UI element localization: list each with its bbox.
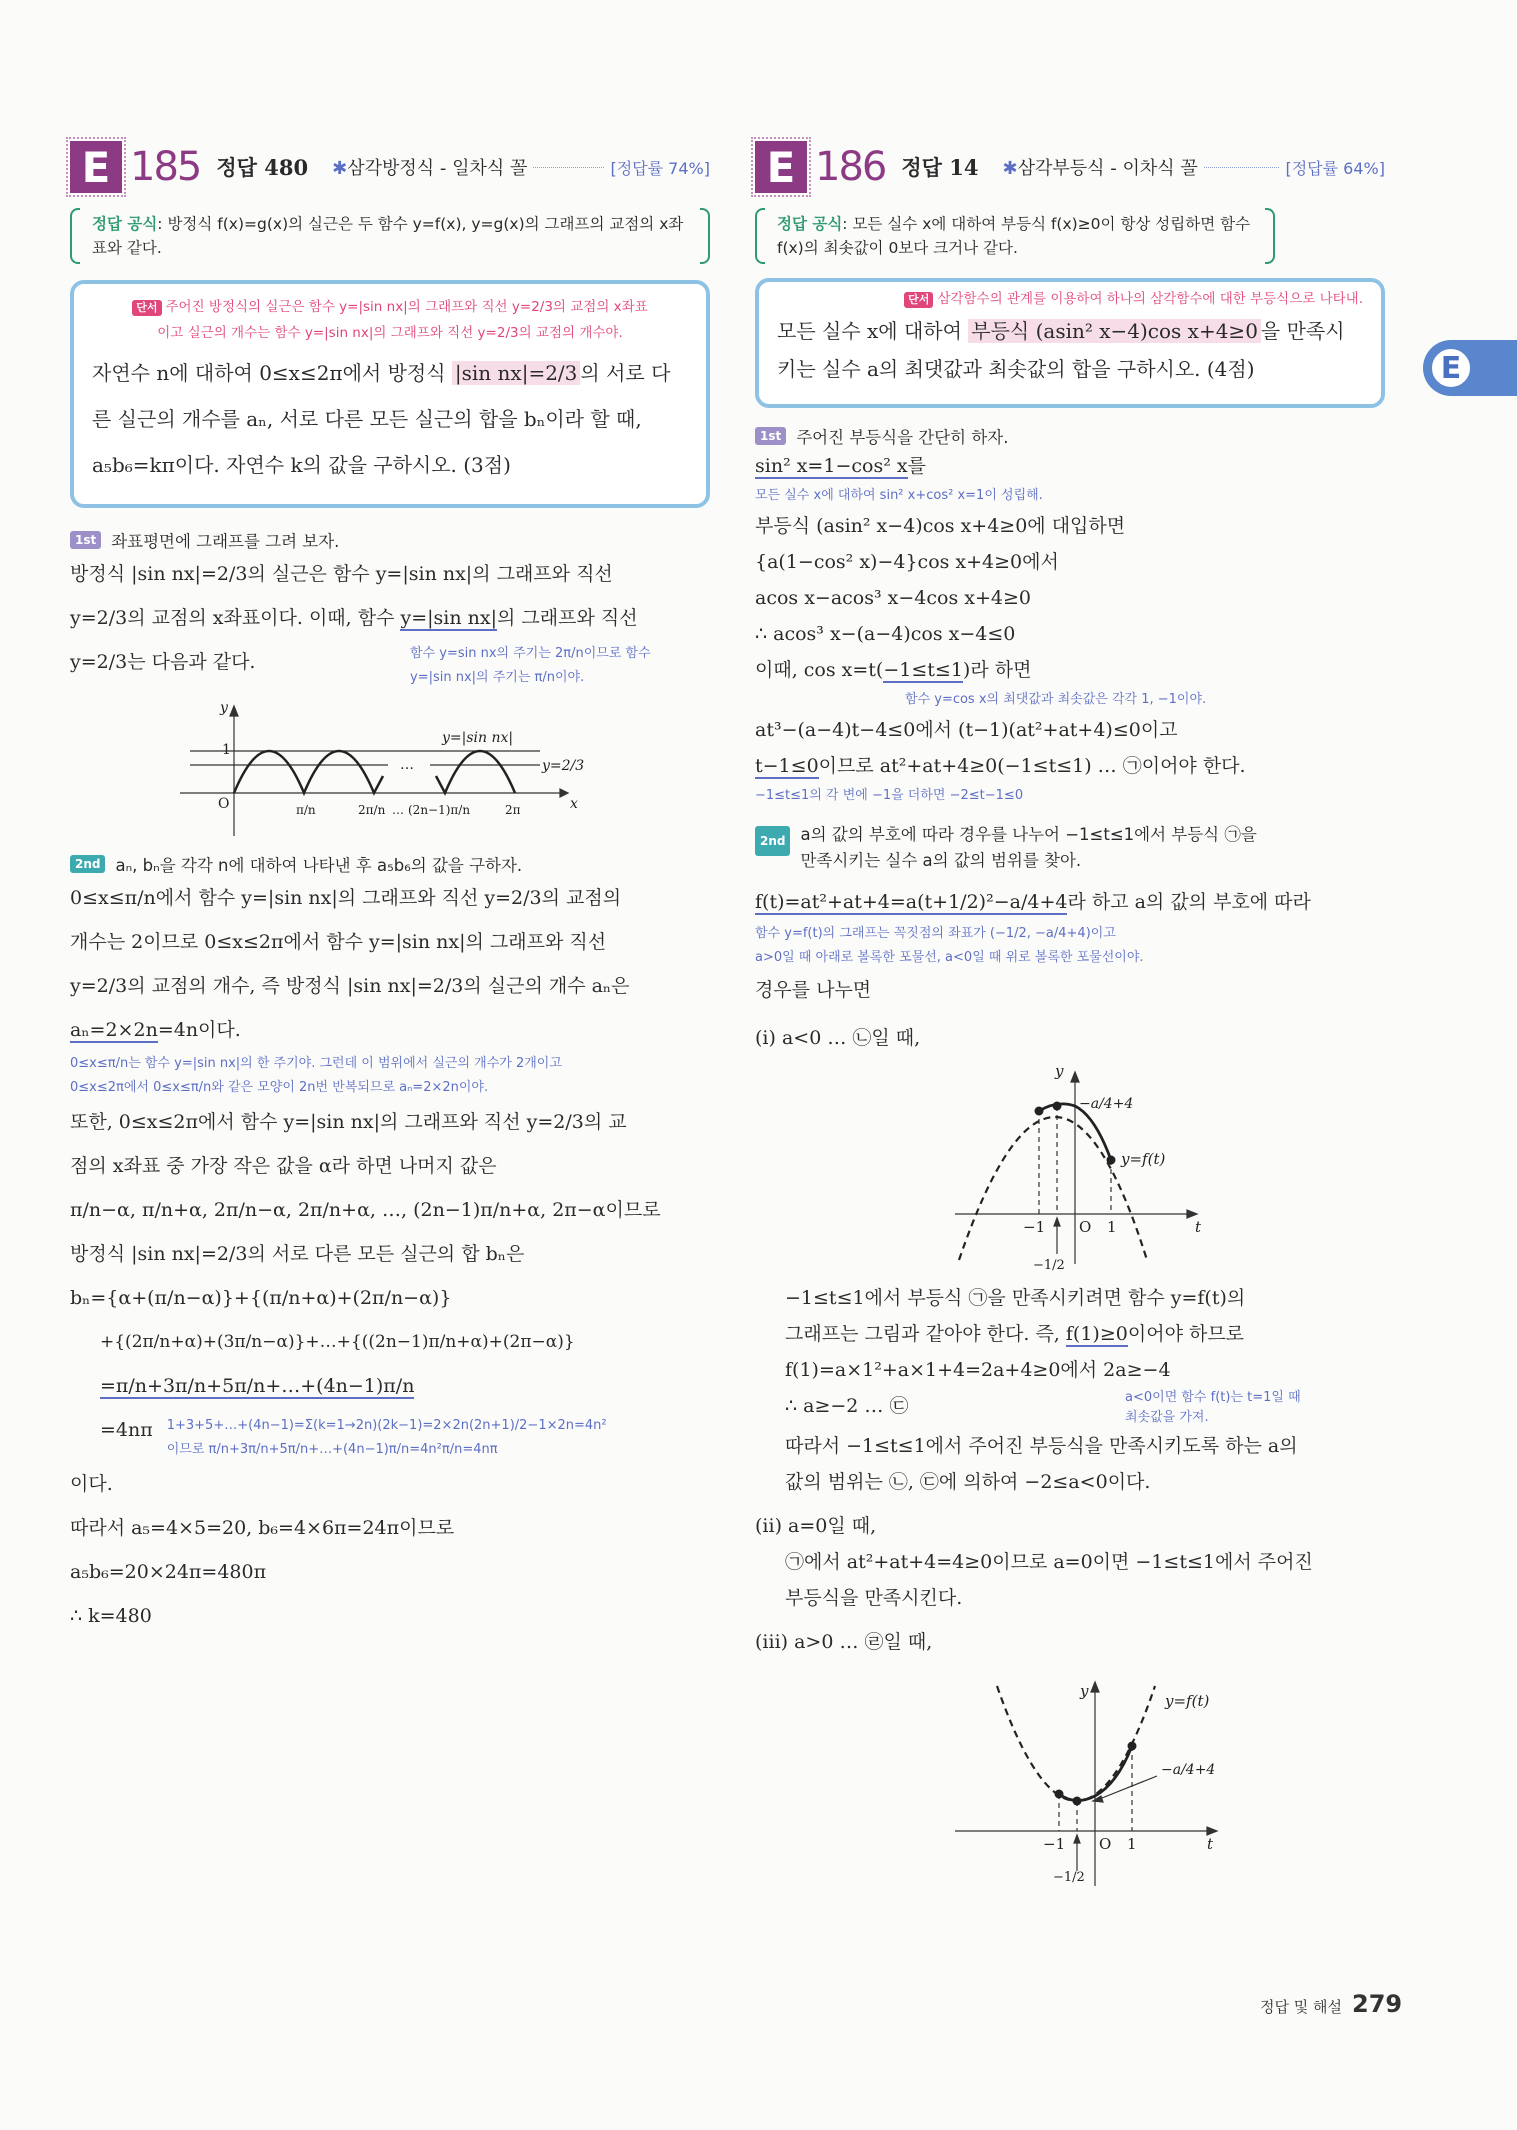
hint [777,286,1363,312]
note: 함수 y=f(t)의 그래프는 꼭짓점의 좌표가 (−1/2, −a/4+4)이고 [755,926,1116,941]
text-line: 개수는 2이므로 0≤x≤2π에서 함수 y=|sin nx|의 그래프와 직선 [70,931,607,953]
equation-line: =4nπ [100,1419,153,1441]
problem-185 [70,140,710,1638]
downward-parabola-graph [935,1064,1235,1274]
underlined-expr: y=|sin nx| [400,607,497,629]
case-heading: (i) a<0 … ㉡일 때, [755,1027,921,1049]
tick-neg1: −1 [1023,1218,1046,1236]
chapter-tab-e [1423,340,1517,396]
step-2-header [755,822,1385,874]
text-line [785,1316,1385,1352]
text-line [70,596,710,640]
formula-label: 정답 공식 [92,215,158,233]
text-line: 점의 x좌표 중 가장 작은 값을 α라 하면 나머지 값은 [70,1155,497,1177]
curve-label: y=|sin nx| [442,730,514,746]
underlined-expr: sin² x=1−cos² x [755,455,908,477]
text-line [755,882,1385,922]
text-line: 방정식 |sin nx|=2/3의 실근은 함수 y=|sin nx|의 그래프와 직선 [70,563,613,585]
hint-line-2: 이고 실근의 개수는 함수 y=|sin nx|의 그래프와 직선 y=2/3의 교점의 개수야. [157,325,623,341]
note: a>0일 때 아래로 볼록한 포물선, a<0일 때 위로 볼록한 포물선이야. [755,950,1144,965]
text-with-notes [70,640,710,690]
text-line: 따라서 −1≤t≤1에서 주어진 부등식을 만족시키도록 하는 a의 [785,1435,1298,1457]
leader-dots [533,167,604,168]
equation-line: +{(2π/n+α)+(3π/n−α)}+…+{((2n−1)π/n+α)+(2π−α)} [100,1332,575,1352]
hint-line-1: 주어진 방정식의 실근은 함수 y=|sin nx|의 그래프와 직선 y=2/3의 교점의 x좌표 [165,299,648,315]
text-line: π/n−α, π/n+α, 2π/n−α, 2π/n+α, …, (2n−1)π/n+α, 2π−α이므로 [70,1199,661,1221]
answer-label-text: 정답 [216,156,257,180]
leader-dots [1204,167,1280,168]
line-label: y=2/3 [542,758,585,774]
case-heading: (iii) a>0 … ㉣일 때, [755,1631,933,1653]
chapter-badge: E [755,141,807,193]
step-2-header [70,852,710,876]
step-title-line: a의 값의 부호에 따라 경우를 나누어 −1≤t≤1에서 부등식 ㉠을 [800,825,1257,844]
correct-rate: [정답률 74%] [610,158,710,178]
t-axis-label: t [1207,1835,1214,1853]
upward-parabola-graph [925,1666,1225,1886]
problem-number: 185 [130,144,201,190]
text-line [70,1008,710,1052]
x-tick: 2π/n [358,803,386,817]
note: 1+3+5+…+(4n−1)=Σ(k=1→2n)(2k−1)=2×2n(2n+1)/2−1×2n=4n² [166,1418,607,1433]
x-tick: π/n [296,803,316,817]
vertex-y-label: −a/4+4 [1161,1762,1216,1778]
page-number: 279 [1352,1990,1403,2018]
vertex-x-label: −1/2 [1033,1258,1065,1273]
text-seg: 이어야 하므로 [1127,1323,1245,1345]
hint-tag: 단서 [132,300,161,316]
step-1-header [70,528,710,552]
question-pre: 자연수 n에 대하여 0≤x≤2π에서 방정식 [92,361,452,385]
text-line [755,652,1385,688]
page-footer [1260,1990,1402,2018]
highlighted-equation: 부등식 (asin² x−4)cos x+4≥0 [968,319,1261,343]
equation-line [70,1364,710,1408]
y-axis-label: y [220,700,228,716]
topic-text: 삼각방정식 - 일차식 꼴 [347,158,528,179]
text-seg: 의 그래프와 직선 [497,607,638,629]
curve-label: y=f(t) [1165,1692,1210,1710]
text-line: 0≤x≤π/n에서 함수 y=|sin nx|의 그래프와 직선 y=2/3의 교점의 [70,887,622,909]
text-line: ∴ acos³ x−(a−4)cos x−4≤0 [755,623,1016,645]
question-text [92,350,688,488]
text-line: ㉠에서 at²+at+4=4≥0이므로 a=0이면 −1≤t≤1에서 주어진 [785,1551,1313,1573]
text-line: acos x−acos³ x−4cos x+4≥0 [755,587,1031,609]
underlined-expr: aₙ=2×2n [70,1019,158,1041]
problem-186 [755,140,1385,1892]
final-answer: ∴ k=480 [70,1605,152,1627]
question-post: 의 서로 다른 실근의 개수를 aₙ, 서로 다른 모든 실근의 합을 bₙ이라 할 때, a₅b₆=kπ이다. 자연수 k의 값을 구하시오. (3점) [92,361,671,477]
case-heading: (ii) a=0일 때, [755,1515,877,1537]
hint-tag: 단서 [904,292,933,308]
note: 0≤x≤π/n는 함수 y=|sin nx|의 한 주기야. 그런데 이 범위에서 실근의 개수가 2개이고 [70,1056,562,1071]
question-box [755,278,1385,408]
y-tick-1: 1 [222,742,231,758]
text-seg: 그래프는 그림과 같아야 한다. 즉, [785,1323,1066,1345]
question-pre: 모든 실수 x에 대하여 [777,319,969,343]
text-line: 값의 범위는 ㉡, ㉢에 의하여 −2≤a<0이다. [785,1471,1151,1493]
text-line [755,448,1385,484]
chapter-letter: E [1429,346,1473,390]
x-tick: (2n−1)π/n [408,803,471,817]
step-title [800,822,1256,874]
note: 모든 실수 x에 대하여 sin² x+cos² x=1이 성립해. [755,488,1043,503]
text-line: 따라서 a₅=4×5=20, b₆=4×6π=24π이므로 [70,1517,455,1539]
question-post: 을 만족시키는 실수 a의 최댓값과 최솟값의 합을 구하시오. (4점) [777,319,1345,381]
footer-label: 정답 및 해설 [1260,1998,1342,2016]
hint-text: 삼각함수의 관계를 이용하여 하나의 삼각함수에 대한 부등식으로 나타내. [937,291,1363,307]
hint [92,294,688,346]
text-line: 방정식 |sin nx|=2/3의 서로 다른 모든 실근의 합 bₙ은 [70,1243,525,1265]
step-1-body [755,448,1385,808]
topic [332,154,527,180]
text-line: 부등식 (asin² x−4)cos x+4≥0에 대입하면 [755,515,1126,537]
text-seg: 이므로 at²+at+4≥0(−1≤t≤1) … ㉠이어야 한다. [818,755,1246,777]
step-2-body [70,876,710,1638]
step-title: aₙ, bₙ을 각각 n에 대하여 나타낸 후 a₅b₆의 값을 구하자. [115,856,523,875]
answer-formula: 정답 공식: 방정식 f(x)=g(x)의 실근은 두 함수 y=f(x), y=g(x)의 그래프의 교점의 x좌표와 같다. [70,208,710,264]
text-seg: =4n이다. [157,1019,241,1041]
x-axis-label: x [570,796,578,812]
correct-rate: [정답률 64%] [1285,158,1385,178]
question-box [70,280,710,508]
step-title: 주어진 부등식을 간단히 하자. [796,428,1009,447]
problem-header [755,140,1385,194]
text-seg: 라 하고 a의 값의 부호에 따라 [1067,891,1311,913]
y-axis-label: y [1055,1064,1064,1080]
formula-text: 방정식 f(x)=g(x)의 실근은 두 함수 y=f(x), y=g(x)의 그래프의 교점의 x좌표와 같다. [92,215,684,257]
underlined-expr: f(t)=at²+at+4=a(t+1/2)²−a/4+4 [755,891,1068,913]
text-line: ∴ a≥−2 … ㉢ [785,1395,909,1417]
answer-label-text: 정답 [901,156,942,180]
step-tag: 1st [70,531,101,549]
answer-value: 14 [949,155,979,180]
note: y=|sin nx|의 주기는 π/n이야. [410,670,585,685]
answer-value: 480 [264,155,309,180]
case-2 [755,1508,1385,1660]
text-line: 부등식을 만족시킨다. [785,1587,963,1609]
case-1-body [755,1280,1385,1500]
answer-label [216,152,308,182]
sin-graph [170,696,610,846]
text-line: y=2/3는 다음과 같다. [70,651,256,673]
x-tick: … [392,803,404,817]
topic [1002,154,1197,180]
margin-notes [410,640,710,690]
curve-label: y=f(t) [1121,1150,1166,1168]
tick-neg1: −1 [1043,1835,1066,1853]
note: 함수 y=sin nx의 주기는 2π/n이므로 함수 [410,646,651,661]
text-line: 이다. [70,1473,113,1495]
text-line [755,748,1385,784]
text-line: −1≤t≤1에서 부등식 ㉠을 만족시키려면 함수 y=f(t)의 [785,1287,1246,1309]
text-seg: 를 [907,455,926,477]
note: a<0이면 함수 f(t)는 t=1일 때 최솟값을 가져. [1125,1390,1301,1425]
formula-text: 모든 실수 x에 대하여 부등식 f(x)≥0이 항상 성립하면 함수 f(x)의 최솟값이 0보다 크거나 같다. [777,215,1251,257]
answer-label [901,152,978,182]
origin-label: O [1079,1218,1092,1236]
underlined-expr: =π/n+3π/n+5π/n+…+(4n−1)π/n [100,1375,415,1397]
origin-label: O [1099,1835,1112,1853]
step-1-header [755,424,1385,448]
step-2-body [755,882,1385,1058]
answer-formula: 정답 공식: 모든 실수 x에 대하여 부등식 f(x)≥0이 항상 성립하면 함수 f(x)의 최솟값이 0보다 크거나 같다. [755,208,1275,264]
problem-number: 186 [815,144,886,190]
ellipsis: … [400,757,414,773]
step-title: 좌표평면에 그래프를 그려 보자. [111,532,340,551]
text-line: at³−(a−4)t−4≤0에서 (t−1)(at²+at+4)≤0이고 [755,719,1178,741]
vertex-y-label: −a/4+4 [1079,1096,1134,1112]
step-1-body [70,552,710,690]
text-seg: )라 하면 [962,659,1032,681]
underlined-expr: f(1)≥0 [1065,1323,1128,1345]
x-tick: 2π [505,803,521,817]
margin-notes [167,1408,607,1462]
note: 함수 y=cos x의 최댓값과 최솟값은 각각 1, −1이야. [905,692,1207,707]
note: 이므로 π/n+3π/n+5π/n+…+(4n−1)π/n=4n²π/n=4nπ [166,1442,498,1457]
problem-header [70,140,710,194]
topic-text: 삼각부등식 - 이차식 꼴 [1017,158,1198,179]
step-tag: 2nd [755,826,790,856]
text-line: y=2/3의 교점의 개수, 즉 방정식 |sin nx|=2/3의 실근의 개수 aₙ은 [70,975,630,997]
highlighted-equation: |sin nx|=2/3 [452,361,580,385]
tick-1: 1 [1127,1835,1137,1853]
underlined-expr: −1≤t≤1 [883,659,963,681]
t-axis-label: t [1195,1218,1202,1236]
y-axis-label: y [1080,1682,1089,1700]
question-text [777,312,1363,388]
text-line: {a(1−cos² x)−4}cos x+4≥0에서 [755,551,1059,573]
underlined-expr: t−1≤0 [755,755,819,777]
chapter-badge: E [70,141,122,193]
tick-1: 1 [1107,1218,1117,1236]
text-with-note [785,1388,1385,1428]
note: 0≤x≤2π에서 0≤x≤π/n와 같은 모양이 2n번 반복되므로 aₙ=2×2n이야. [70,1080,489,1095]
step-tag: 2nd [70,855,105,873]
text-seg: y=2/3의 교점의 x좌표이다. 이때, 함수 [70,607,401,629]
text-line: f(1)=a×1²+a×1+4=2a+4≥0에서 2a≥−4 [785,1359,1171,1381]
step-tag: 1st [755,427,786,445]
text-line: 또한, 0≤x≤2π에서 함수 y=|sin nx|의 그래프와 직선 y=2/3의 교 [70,1111,627,1133]
text-line: a₅b₆=20×24π=480π [70,1561,267,1583]
star-icon: ✱ [1002,158,1018,179]
vertex-x-label: −1/2 [1053,1870,1085,1885]
star-icon: ✱ [332,158,348,179]
text-seg: 이때, cos x=t( [755,659,884,681]
note: −1≤t≤1의 각 변에 −1을 더하면 −2≤t−1≤0 [755,788,1024,803]
text-line: 경우를 나누면 [755,979,872,1001]
equation-with-notes [70,1408,710,1462]
equation-line: bₙ={α+(π/n−α)}+{(π/n+α)+(2π/n−α)} [70,1287,452,1309]
step-title-line: 만족시키는 실수 a의 값의 범위를 찾아. [800,851,1082,870]
formula-label: 정답 공식 [777,215,843,233]
origin-label: O [218,796,230,812]
